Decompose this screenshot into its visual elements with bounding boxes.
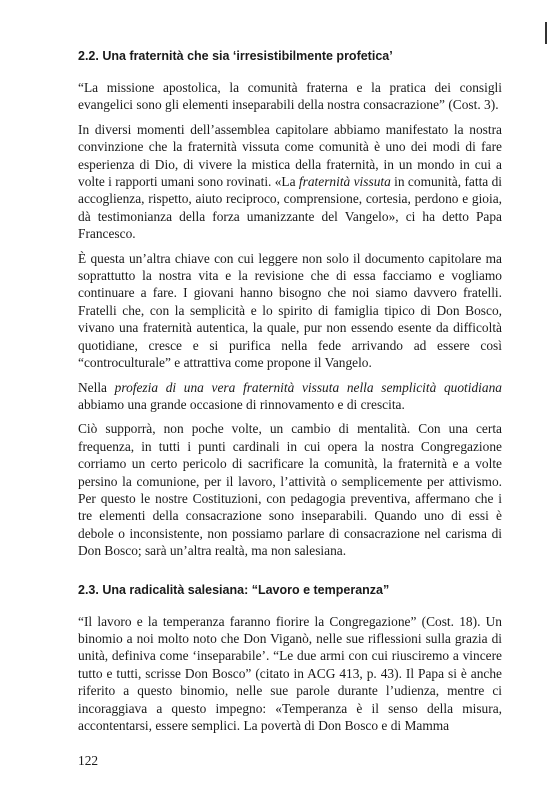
paragraph-prophecy — [78, 379, 502, 414]
page-content — [78, 46, 502, 734]
section-heading-2-2: 2.2. Una fraternità che sia ‘irresistibilmente profetica’ — [78, 49, 393, 63]
emphasis-text: profezia di una vera fraternità vissuta nella semplicità quotidiana — [114, 379, 502, 395]
paragraph-work-temperance: “Il lavoro e la temperanza faranno fiorire la Congregazione” (Cost. 18). Un binomio a noi molto noto che Don Viganò, nelle sue riflessioni sulla grazia di unità, definiva come ‘inseparabile’. “Le due armi con cui riusciremo a vincere tutto e tutti, scrisse Don Bosco” (citato in ACG 413, p. 43). Il Papa si è anche riferito a questo binomio, nelle sue parole durante l’udienza, mentre ci incoraggiava a questo impegno: «Temperanza è il senso della misura, accontentarsi, essere semplici. La povertà di Don Bosco e di Mamma — [78, 613, 502, 733]
text-run: In diversi momenti dell’assemblea capitolare abbiamo manifestato la nostra convinzione che la fraternità vissuta come comunità è uno dei modi di fare esperienza di Dio, di vivere la mistica della fraternità, in un mondo in cui a volte i rapporti umani sono rovinati. «La — [78, 121, 502, 190]
page-number: 122 — [78, 753, 99, 768]
paragraph-constitution-quote: “La missione apostolica, la comunità fraterna e la pratica dei consigli evangelici sono gli elementi inseparabili della nostra consacrazione” (Cost. 3). — [78, 80, 502, 113]
paragraph-key-reading: È questa un’altra chiave con cui leggere non solo il documento capitolare ma soprattutto la nostra vita e la revisione che di essa facciamo e vogliamo continuare a fare. I giovani hanno bisogno che noi siamo davvero fratelli. Fratelli che, con la semplicità e lo spirito di famiglia tipico di Don Bosco, vivano una fraternità autentica, la quale, pur non essendo esente da difficoltà quotidiane, cresce e si purifica nella fede arrivando ad essere così “controculturale” e attrattiva come propone il Vangelo. — [78, 250, 502, 371]
text-run: Nella — [78, 379, 115, 395]
paragraph-mentality-change: Ciò supporrà, non poche volte, un cambio di mentalità. Con una certa frequenza, in tutti i punti cardinali in cui opera la nostra Congregazione corriamo un certo pericolo di sacrificare la comunità, la fraternità e a volte persino la comunione, per il lavoro, l’attività o semplicemente per attivismo. Per questo le nostre Costituzioni, con pedagogia preventiva, affermano che i tre elementi della consacrazione sono inseparabili. Quando uno di essi è debole o inconsistente, non possiamo parlare di consacrazione nel carisma di Don Bosco; sarà un’altra realtà, ma non salesiana. — [78, 421, 502, 559]
emphasis-text: fraternità vissuta — [298, 174, 391, 190]
section-heading-2-3: 2.3. Una radicalità salesiana: “Lavoro e temperanza” — [78, 582, 390, 597]
text-run: in comunità, fatta di accoglienza, rispetto, aiuto reciproco, comprensione, cortesia, perdono e gioia, dà testimonianza della forza umanizzante del Vangelo», ci ha detto Papa Francesco. — [78, 174, 503, 242]
paragraph-fraternity-experience — [78, 121, 502, 243]
text-run: abbiamo una grande occasione di rinnovamento e di crescita. — [78, 396, 405, 412]
